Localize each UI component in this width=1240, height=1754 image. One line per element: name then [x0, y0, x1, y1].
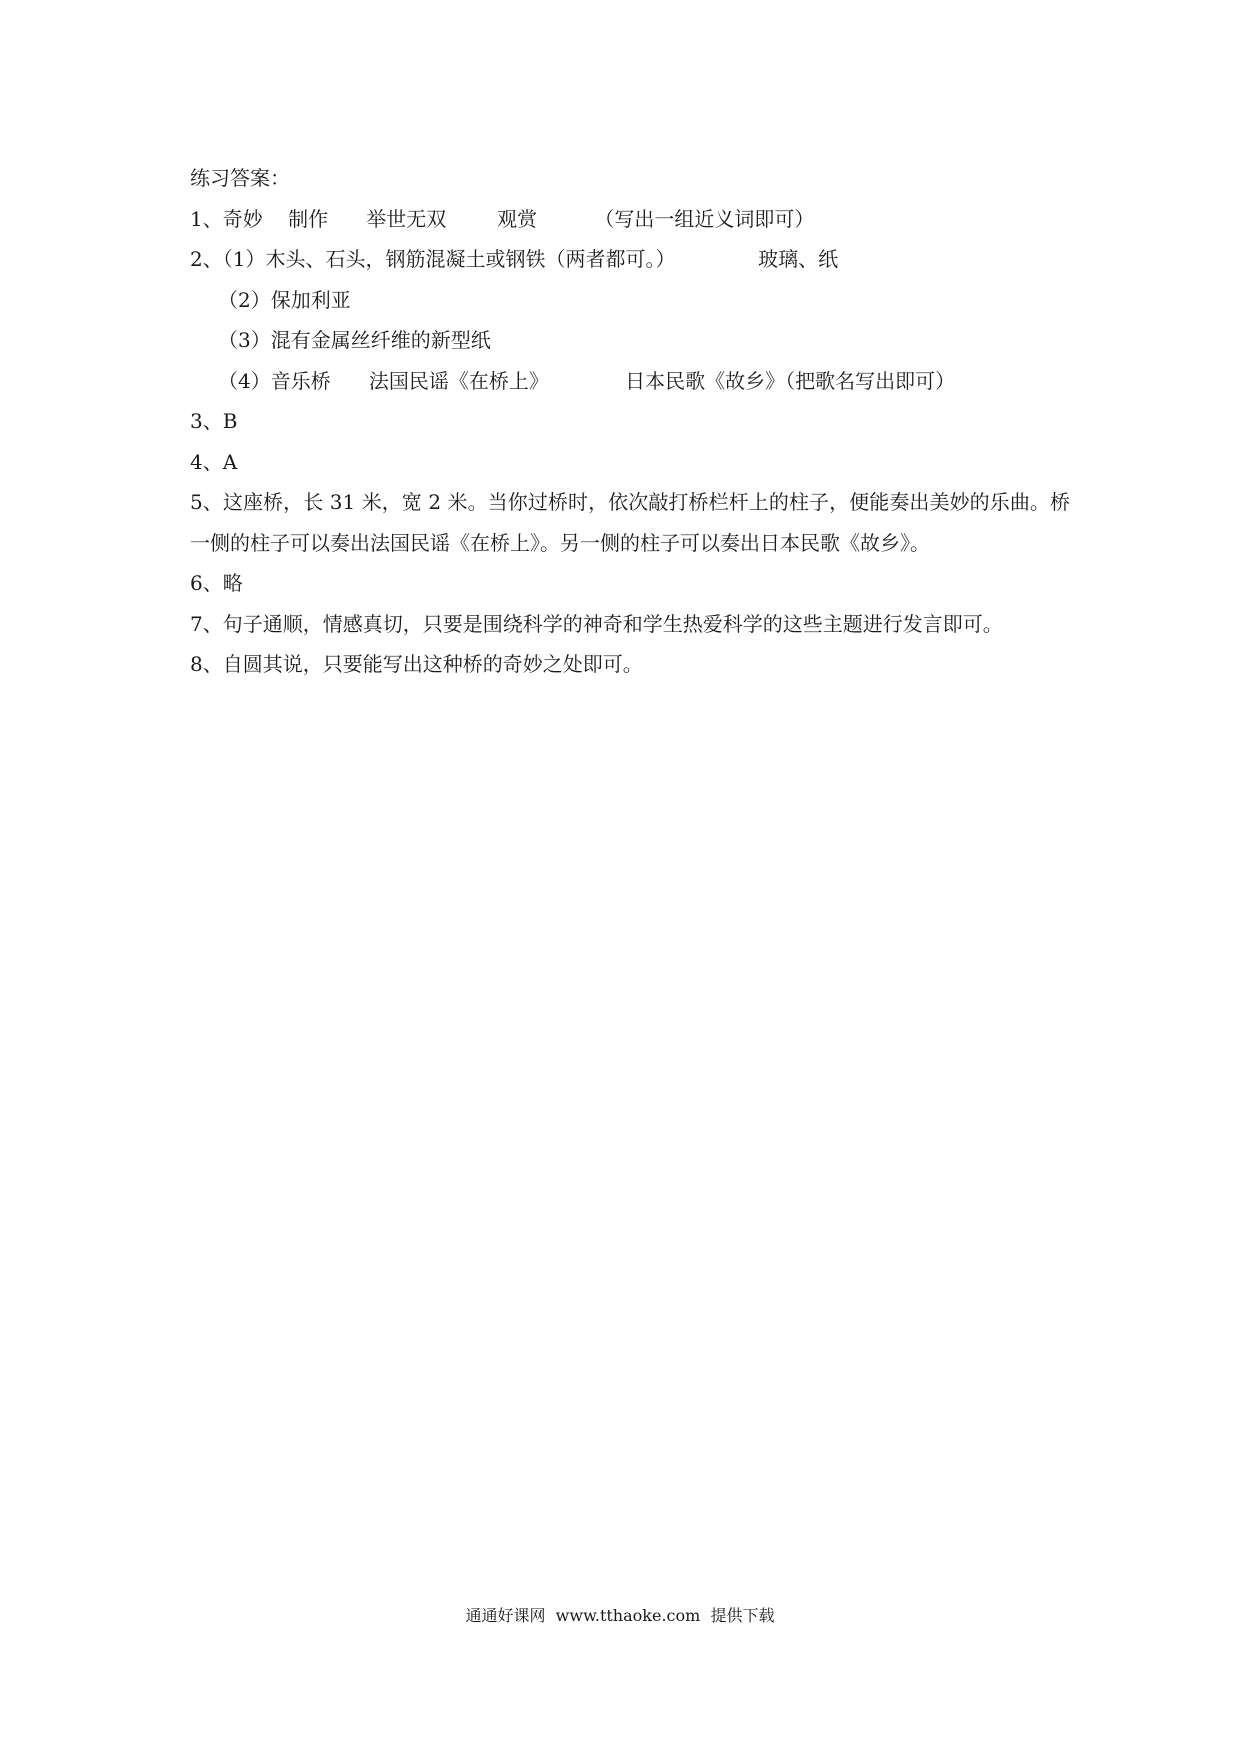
- answer-1: 1、奇妙 制作 举世无双 观赏 （写出一组近义词即可）: [190, 206, 815, 231]
- answer-6: 6、略: [190, 571, 243, 595]
- answer-5: 5、这座桥，长 31 米，宽 2 米。当你过桥时，依次敲打桥栏杆上的柱子，便能奏出美妙的乐曲。桥一侧的柱子可以奏出法国民谣《在桥上》。另一侧的柱子可以奏出日本民歌《故乡》。: [190, 490, 1070, 555]
- answer-2-part-3: （3）混有金属丝纤维的新型纸: [218, 328, 491, 352]
- answer-2-part-2: （2）保加利亚: [218, 287, 351, 312]
- page-footer: 通通好课网 www.tthaoke.com 提供下载: [465, 1606, 775, 1625]
- answer-7: 7、句子通顺，情感真切，只要是围绕科学的神奇和学生热爱科学的这些主题进行发言即可。: [190, 611, 1003, 636]
- answer-2-part-1: 2、（1）木头、石头，钢筋混凝土或钢铁（两者都可。） 玻璃、纸: [190, 247, 839, 271]
- section-heading: 练习答案：: [190, 166, 290, 190]
- answer-8: 8、自圆其说，只要能写出这种桥的奇妙之处即可。: [190, 652, 643, 676]
- answer-4: 4、A: [190, 449, 238, 474]
- answer-2-part-4: （4）音乐桥 法国民谣《在桥上》 日本民歌《故乡》（把歌名写出即可）: [218, 368, 956, 393]
- answer-section: [190, 158, 1070, 685]
- answer-3: 3、B: [190, 409, 238, 433]
